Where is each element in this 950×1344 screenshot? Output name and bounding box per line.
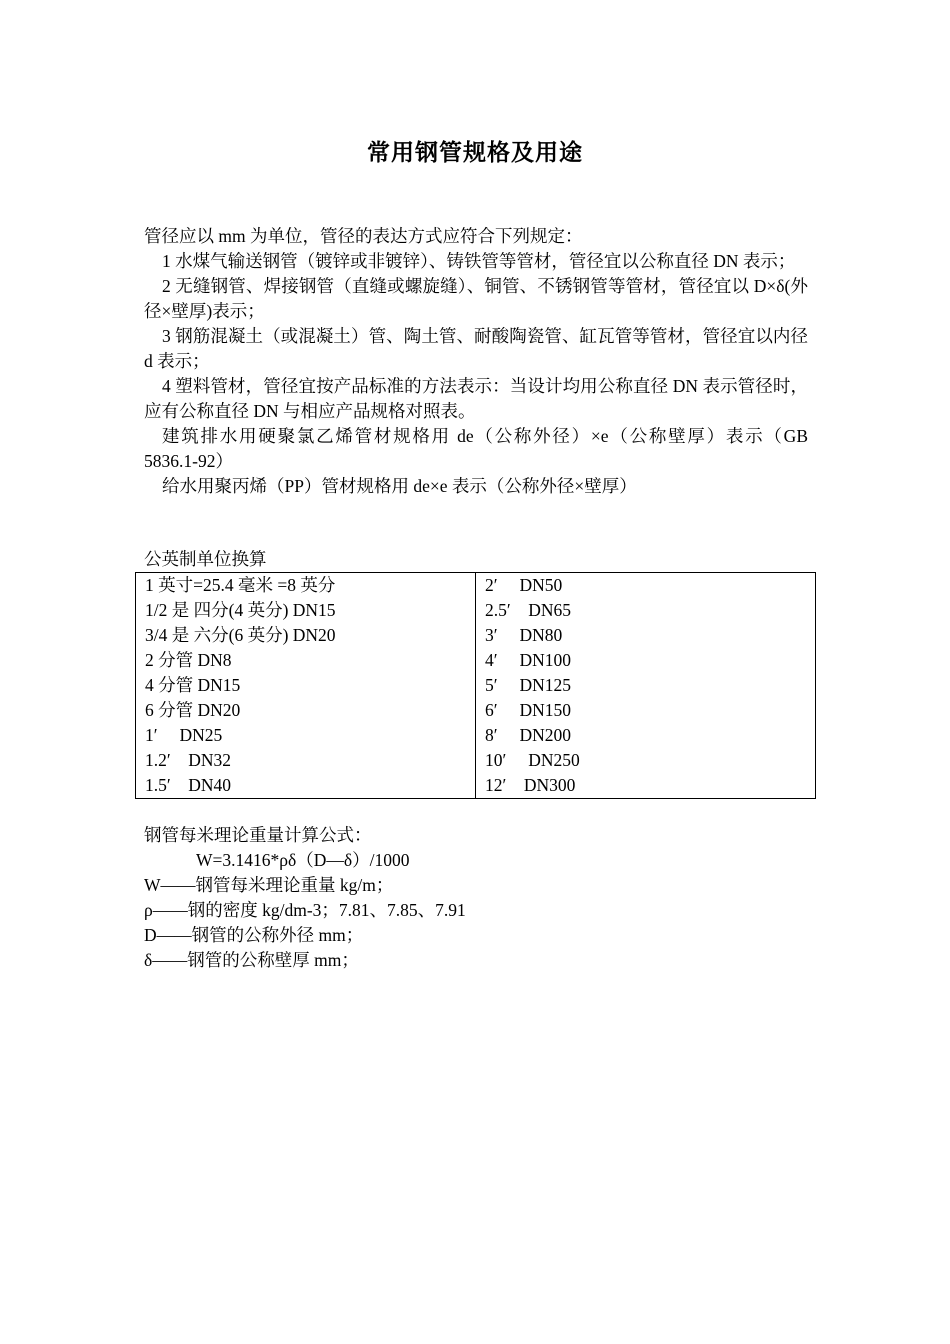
- table-line: 1′ DN25: [145, 725, 223, 745]
- formula-section: [144, 823, 808, 973]
- intro-paragraph: 管径应以 mm 为单位，管径的表达方式应符合下列规定：: [144, 226, 583, 246]
- pvc-paragraph: 建筑排水用硬聚氯乙烯管材规格用 de（公称外径）×e（公称壁厚）表示（GB 5836.1-92）: [144, 426, 808, 471]
- table-row: [136, 573, 816, 799]
- table-line: 4′ DN100: [485, 650, 571, 670]
- formula-heading: 钢管每米理论重量计算公式：: [144, 825, 372, 845]
- table-line: 1 英寸=25.4 毫米 =8 英分: [145, 575, 336, 595]
- rule-item-3: 3 钢筋混凝土（或混凝土）管、陶土管、耐酸陶瓷管、缸瓦管等管材，管径宜以内径 d 表示；: [144, 326, 808, 371]
- right-column-cell: [476, 573, 816, 799]
- document-title: 常用钢管规格及用途: [367, 140, 583, 165]
- definition-w: W——钢管每米理论重量 kg/m；: [144, 875, 394, 895]
- rule-item-4: 4 塑料管材，管径宜按产品标准的方法表示：当设计均用公称直径 DN 表示管径时，应有公称直径 DN 与相应产品规格对照表。: [144, 376, 808, 421]
- rule-item-1: 1 水煤气输送钢管（镀锌或非镀锌）、铸铁管等管材，管径宜以公称直径 DN 表示；: [162, 251, 796, 271]
- definition-rho: ρ——钢的密度 kg/dm-3；7.81、7.85、7.91: [144, 900, 466, 920]
- table-line: 2′ DN50: [485, 575, 563, 595]
- table-line: 6′ DN150: [485, 700, 571, 720]
- table-line: 4 分管 DN15: [145, 675, 241, 695]
- definition-delta: δ——钢管的公称壁厚 mm；: [144, 950, 359, 970]
- table-line: 5′ DN125: [485, 675, 571, 695]
- table-line: 12′ DN300: [485, 775, 576, 795]
- conversion-table: [135, 572, 816, 799]
- pp-paragraph: 给水用聚丙烯（PP）管材规格用 de×e 表示（公称外径×壁厚）: [162, 476, 637, 496]
- table-line: 10′ DN250: [485, 750, 580, 770]
- definition-d: D——钢管的公称外径 mm；: [144, 925, 364, 945]
- table-line: 3′ DN80: [485, 625, 563, 645]
- table-line: 2 分管 DN8: [145, 650, 232, 670]
- table-line: 8′ DN200: [485, 725, 571, 745]
- table-line: 2.5′ DN65: [485, 600, 571, 620]
- conversion-label: 公英制单位换算: [144, 549, 267, 569]
- table-line: 6 分管 DN20: [145, 700, 241, 720]
- formula-equation: W=3.1416*ρδ（D—δ）/1000: [196, 850, 410, 870]
- rule-item-2: 2 无缝钢管、焊接钢管（直缝或螺旋缝）、铜管、不锈钢管等管材，管径宜以 D×δ(外径×壁厚)表示；: [144, 276, 808, 321]
- table-line: 1/2 是 四分(4 英分) DN15: [145, 600, 336, 620]
- table-line: 1.2′ DN32: [145, 750, 231, 770]
- table-line: 1.5′ DN40: [145, 775, 231, 795]
- left-column-cell: [136, 573, 476, 799]
- body-text: [144, 224, 808, 499]
- table-line: 3/4 是 六分(6 英分) DN20: [145, 625, 336, 645]
